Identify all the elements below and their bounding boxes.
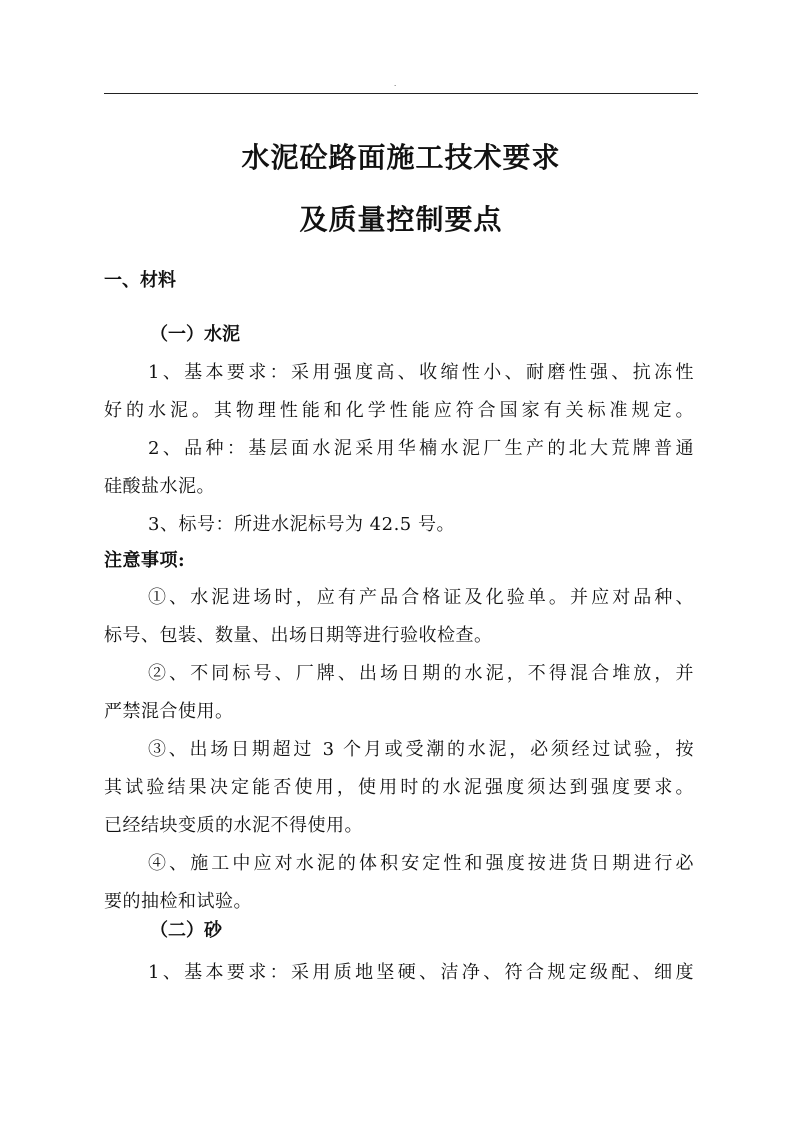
notes-heading: 注意事项: (104, 550, 186, 571)
section-heading-materials: 一、材料 (104, 270, 176, 291)
subsection-heading-cement: （一）水泥 (150, 324, 240, 345)
paragraph-line: 2、品种：基层面水泥采用华楠水泥厂生产的北大荒牌普通 (148, 438, 694, 459)
document-title-line-2: 及质量控制要点 (299, 203, 503, 236)
paragraph-line: 好的水泥。其物理性能和化学性能应符合国家有关标准规定。 (104, 400, 694, 421)
paragraph-line: 1、基本要求：采用质地坚硬、洁净、符合规定级配、细度 (148, 962, 694, 983)
note-line: ④、施工中应对水泥的体积安定性和强度按进货日期进行必 (148, 853, 694, 874)
note-line: 已经结块变质的水泥不得使用。 (104, 815, 363, 836)
note-line: ①、水泥进场时，应有产品合格证及化验单。并应对品种、 (148, 587, 694, 608)
paragraph-line: 硅酸盐水泥。 (104, 476, 215, 497)
note-line: 其试验结果决定能否使用，使用时的水泥强度须达到强度要求。 (104, 777, 694, 798)
note-line: 要的抽检和试验。 (104, 891, 252, 912)
subsection-heading-sand: （二）砂 (150, 920, 222, 941)
header-mark: . (394, 80, 397, 88)
header-rule (104, 93, 698, 94)
note-line: ③、出场日期超过 3 个月或受潮的水泥，必须经过试验，按 (148, 739, 694, 760)
note-line: ②、不同标号、厂牌、出场日期的水泥，不得混合堆放，并 (148, 663, 694, 684)
document-title-line-1: 水泥砼路面施工技术要求 (241, 141, 561, 174)
paragraph-line: 3、标号：所进水泥标号为 42.5 号。 (148, 514, 455, 535)
paragraph-line: 1、基本要求：采用强度高、收缩性小、耐磨性强、抗冻性 (148, 362, 694, 383)
note-line: 标号、包装、数量、出场日期等进行验收检查。 (104, 625, 493, 646)
note-line: 严禁混合使用。 (104, 701, 234, 722)
